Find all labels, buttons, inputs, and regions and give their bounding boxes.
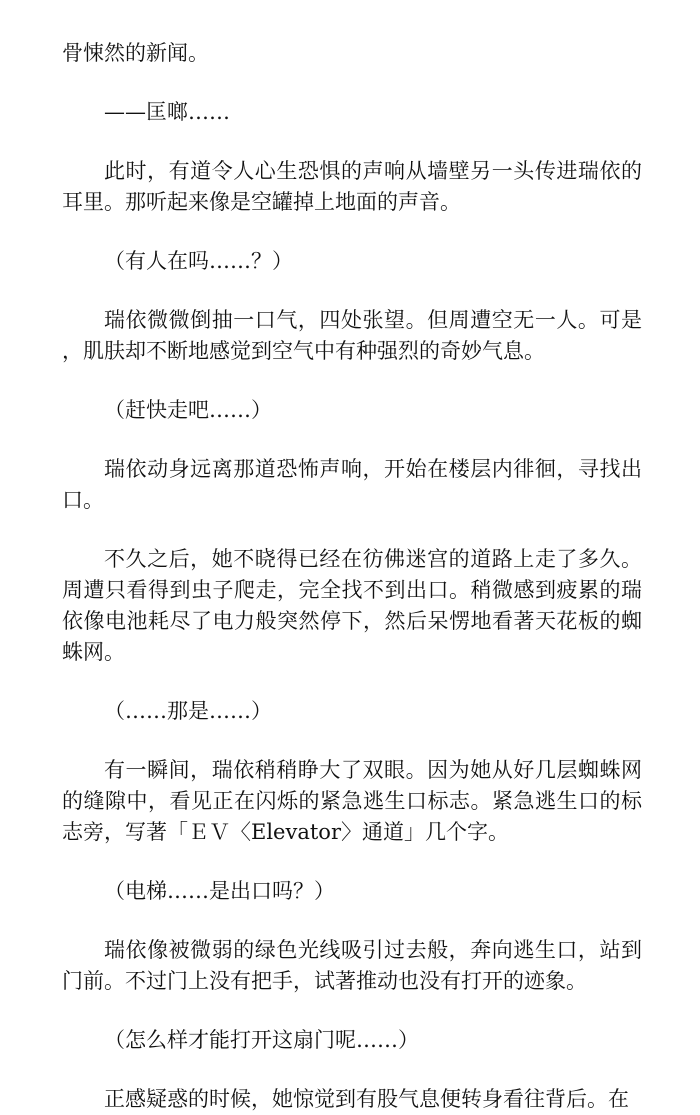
paragraph-thought: （有人在吗……？） xyxy=(104,249,293,273)
paragraph: 不久之后，她不晓得已经在彷佛迷宫的道路上走了多久。周遭只看得到虫子爬走，完全找不到出口。稍微感到疲累的瑞依像电池耗尽了电力般突然停下，然后呆愣地看著天花板的蜘蛛网。 xyxy=(62,547,642,664)
paragraph-sound-effect: ——匡啷…… xyxy=(104,100,230,124)
paragraph: 瑞依动身远离那道恐怖声响，开始在楼层内徘徊，寻找出口。 xyxy=(62,457,642,512)
paragraph-thought: （……那是……） xyxy=(104,699,272,723)
paragraph-truncated: 正感疑惑的时候，她惊觉到有股气息便转身看往背后。在 xyxy=(104,1087,629,1111)
paragraph-thought: （电梯……是出口吗？） xyxy=(104,879,335,903)
paragraph-thought: （赶快走吧……） xyxy=(104,398,272,422)
paragraph-thought: （怎么样才能打开这扇门呢……） xyxy=(104,1028,419,1052)
paragraph: 有一瞬间，瑞依稍稍睁大了双眼。因为她从好几层蜘蛛网的缝隙中，看见正在闪烁的紧急逃生口标志。紧急逃生口的标志旁，写著「ＥＶ〈Elevator〉通道」几个字。 xyxy=(62,758,642,844)
paragraph: 瑞依微微倒抽一口气，四处张望。但周遭空无一人。可是，肌肤却不断地感觉到空气中有种强烈的奇妙气息。 xyxy=(62,308,642,363)
paragraph: 瑞依像被微弱的绿色光线吸引过去般，奔向逃生口，站到门前。不过门上没有把手，试著推动也没有打开的迹象。 xyxy=(62,938,642,993)
paragraph: 此时，有道令人心生恐惧的声响从墙壁另一头传进瑞依的耳里。那听起来像是空罐掉上地面的声音。 xyxy=(62,159,642,214)
paragraph-continuation: 骨悚然的新闻。 xyxy=(62,41,209,65)
